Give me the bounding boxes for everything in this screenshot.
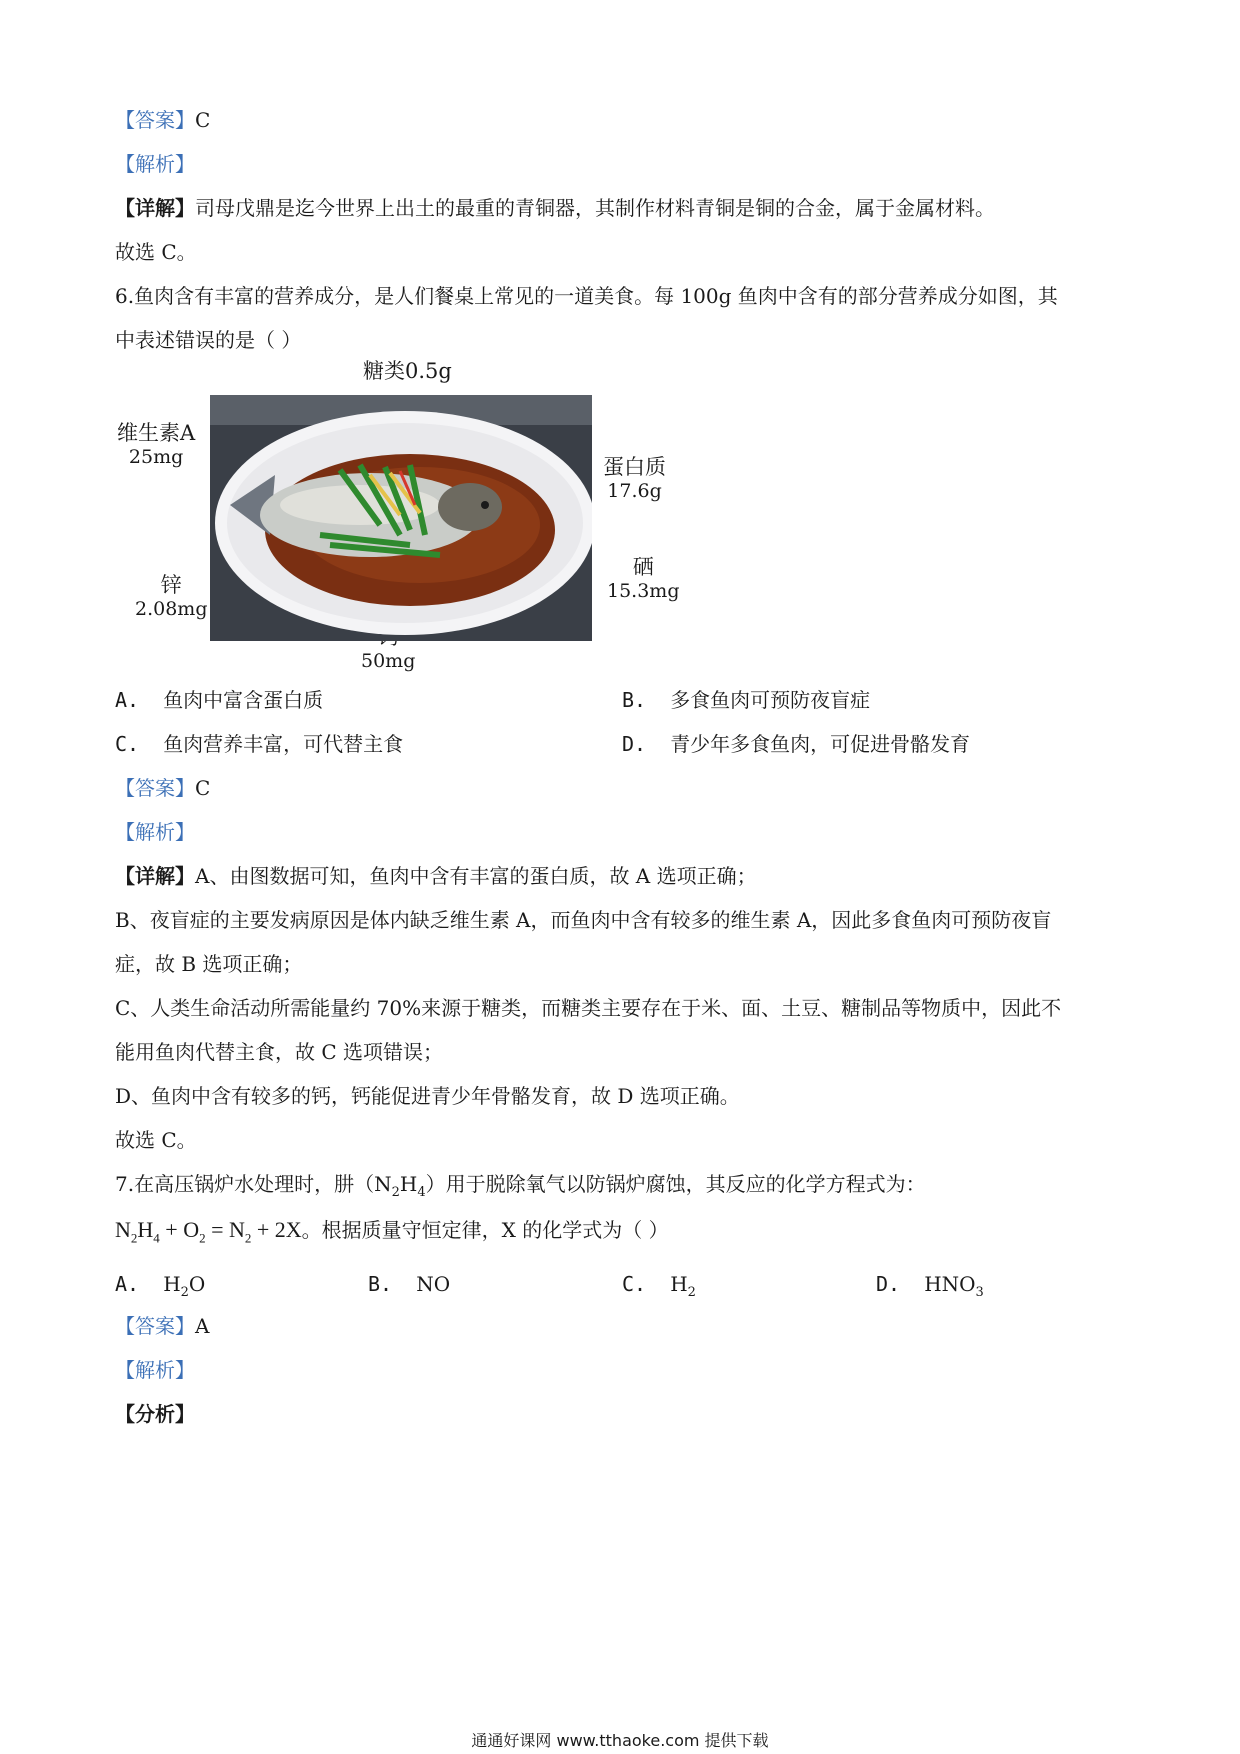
fig-protein-name: 蛋白质 xyxy=(603,455,666,479)
fig-sugar-label: 糖类0.5g xyxy=(363,359,452,383)
q6-option-d-letter: D. xyxy=(622,732,647,756)
fig-zinc-name: 锌 xyxy=(160,573,182,597)
q7-answer-line xyxy=(115,1312,209,1340)
q7-option-b[interactable]: B. NO xyxy=(368,1272,451,1296)
q7-stem-line1: 7.在高压锅炉水处理时，肼$(N_2H_4)$用于脱除氧气以防锅炉腐蚀，其反应的化学方程式为： xyxy=(115,1172,926,1200)
q6-answer-line xyxy=(115,774,210,802)
q6-detail-c2: 能用鱼肉代替主食，故 C 选项错误； xyxy=(115,1040,444,1064)
q6-detail-b1: B、夜盲症的主要发病原因是体内缺乏维生素 A，而鱼肉中含有较多的维生素 A，因此多食鱼肉可预防夜盲 xyxy=(115,908,1052,932)
fish-plate-image xyxy=(210,395,592,641)
q6-option-a[interactable] xyxy=(115,686,323,714)
answer-value: C xyxy=(195,776,211,800)
analysis-tag: 【解析】 xyxy=(115,1358,195,1382)
footer[interactable]: 通通好课网 www.tthaoke.com 提供下载 xyxy=(471,1731,769,1750)
q6-option-b-letter: B. xyxy=(622,688,647,712)
answer-value: A xyxy=(195,1314,210,1338)
q6-option-b[interactable] xyxy=(622,686,870,714)
q7-equation-text: 。根据质量守恒定律，X 的化学式为（ ） xyxy=(301,1218,669,1242)
q7-stem-line2 xyxy=(115,1216,669,1252)
answer-tag: 【答案】 xyxy=(115,1314,195,1338)
detail-line-5 xyxy=(115,194,995,222)
fig-selenium-value: 15.3mg xyxy=(607,580,680,602)
q6-option-a-text: 鱼肉中富含蛋白质 xyxy=(163,688,324,712)
q6-stem-line1: 6.鱼肉含有丰富的营养成分，是人们餐桌上常见的一道美食。每 100g 鱼肉中含有的部分营养成分如图，其 xyxy=(115,284,1058,308)
fig-vita-value: 25mg xyxy=(128,446,184,468)
fenxi-tag: 【分析】 xyxy=(115,1402,195,1426)
fig-selenium-name: 硒 xyxy=(632,555,654,579)
conclusion-5: 故选 C。 xyxy=(115,240,197,264)
answer-line-5 xyxy=(115,106,210,134)
fig-selenium-label xyxy=(607,555,679,603)
q6-option-a-letter: A. xyxy=(115,688,140,712)
q6-detail-d: D、鱼肉中含有较多的钙，钙能促进青少年骨骼发育，故 D 选项正确。 xyxy=(115,1084,740,1108)
q7-option-c-text: $H_2$ xyxy=(670,1272,696,1300)
fig-calcium-value: 50mg xyxy=(361,650,416,672)
fig-vita-name: 维生素A xyxy=(117,421,196,445)
q6-option-d[interactable] xyxy=(622,730,970,758)
q6-conclusion: 故选 C。 xyxy=(115,1128,197,1152)
q7-option-d[interactable]: D. $HNO_3$ xyxy=(876,1272,984,1300)
q7-fenxi-line xyxy=(115,1400,195,1428)
fig-zinc-value: 2.08mg xyxy=(135,598,208,620)
q6-stem-line2: 中表述错误的是（ ） xyxy=(115,328,302,352)
answer-tag: 【答案】 xyxy=(115,776,195,800)
detail-text: 司母戊鼎是迄今世界上出土的最重的青铜器，其制作材料青铜是铜的合金，属于金属材料。 xyxy=(195,196,995,220)
q6-detail-c1: C、人类生命活动所需能量约 70%来源于糖类，而糖类主要存在于米、面、土豆、糖制品等物质中，因此不 xyxy=(115,996,1062,1020)
analysis-tag: 【解析】 xyxy=(115,820,195,844)
detail-tag: 【详解】 xyxy=(115,864,195,888)
answer-tag: 【答案】 xyxy=(115,108,195,132)
q7-analysis-line xyxy=(115,1356,195,1384)
q7-option-a-text: $H_2O$ xyxy=(163,1272,206,1300)
q6-detail-a xyxy=(115,862,757,890)
q7-equation: $N_2H_4 + O_2 = N_2 + 2X$ xyxy=(115,1217,302,1246)
detail-tag: 【详解】 xyxy=(115,196,195,220)
q7-option-a[interactable]: A. $H_2O$ xyxy=(115,1272,206,1300)
q6-option-c-letter: C. xyxy=(115,732,140,756)
q7-option-c[interactable]: C. $H_2$ xyxy=(622,1272,696,1300)
answer-value: C xyxy=(195,108,211,132)
fig-vita-label xyxy=(117,421,195,469)
q6-option-d-text: 青少年多食鱼肉，可促进骨骼发育 xyxy=(670,732,971,756)
detail-a-text: A、由图数据可知，鱼肉中含有丰富的蛋白质，故 A 选项正确； xyxy=(195,864,757,888)
q6-option-c-text: 鱼肉营养丰富，可代替主食 xyxy=(163,732,404,756)
q6-option-c[interactable] xyxy=(115,730,403,758)
fig-protein-value: 17.6g xyxy=(607,480,662,502)
q7-option-d-text: $HNO_3$ xyxy=(924,1272,984,1300)
fig-protein-label xyxy=(603,455,666,503)
analysis-tag: 【解析】 xyxy=(115,152,195,176)
analysis-line-5 xyxy=(115,150,195,178)
q6-option-b-text: 多食鱼肉可预防夜盲症 xyxy=(670,688,871,712)
q6-analysis-line xyxy=(115,818,195,846)
fish-figure xyxy=(115,355,715,675)
fig-zinc-label xyxy=(135,573,207,621)
q6-detail-b2: 症，故 B 选项正确； xyxy=(115,952,303,976)
